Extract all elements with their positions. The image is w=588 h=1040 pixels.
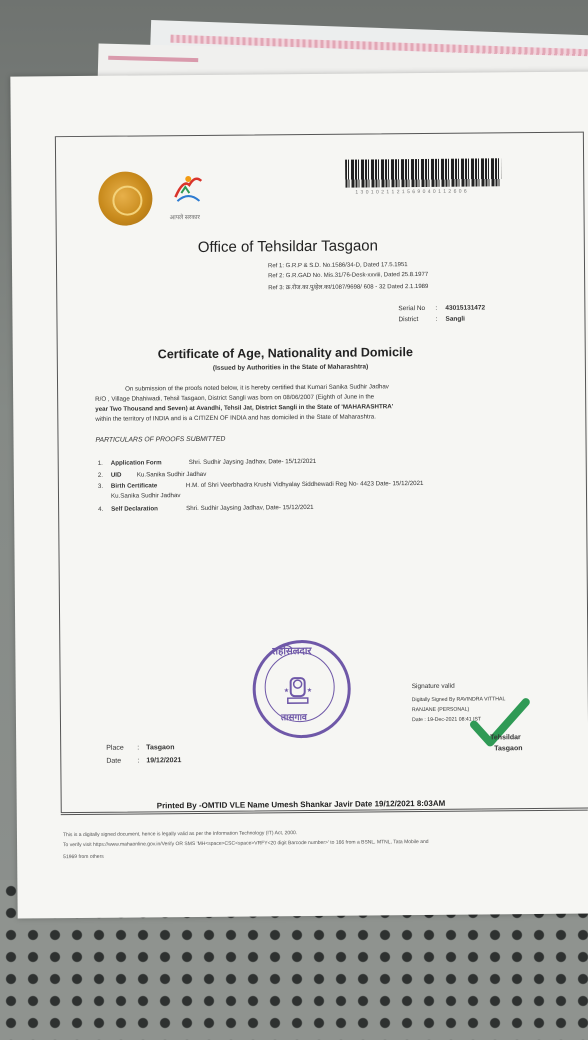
- signature-line: Date : 19-Dec-2021 08:41 IST: [411, 716, 482, 724]
- proofs-heading: PARTICULARS OF PROOFS SUBMITTED: [95, 435, 226, 444]
- body-line: year Two Thousand and Seven) at Avandhi, Tehsil Jat, District Sangli in the State of 'MAHARASHTRA': [95, 403, 394, 413]
- serial-value: 43015131472: [445, 304, 486, 312]
- signatory-place: Tasgaon: [494, 745, 523, 753]
- verification-note: This is a digitally signed document, hence is legally valid as per the Information Technology (IT) Act, 2000.: [62, 830, 298, 839]
- certificate-title: Certificate of Age, Nationality and Domicile: [157, 345, 413, 362]
- aaple-sarkar-logo-icon: [171, 171, 205, 207]
- svg-text:★: ★: [306, 687, 313, 695]
- verification-note: 51969 from others: [63, 853, 104, 861]
- place-label: Place: [106, 744, 124, 752]
- body-line: R/O , Village Dhahiwadi, Tehsil Tasgaon, District Sangli was born on 08/06/2007 (Eighth of June in the: [95, 393, 375, 403]
- stamp-top-text: तहसिलदार: [272, 645, 312, 658]
- stamp-bottom-text: तासगाव: [280, 712, 307, 723]
- signatory-designation: Tehsildar: [490, 734, 521, 742]
- proof-number: 3.: [97, 482, 104, 490]
- barcode: [345, 158, 501, 187]
- proof-detail: Shri. Sudhir Jaysing Jadhav, Date- 15/12/2021: [188, 457, 317, 467]
- certificate-subtitle: (Issued by Authorities in the State of Maharashtra): [212, 363, 369, 372]
- date-value: 19/12/2021: [146, 757, 182, 765]
- certificate-sheet: आपले सरकार 1 3 0 1 0 2 1 1 2 1 5 6 9 0 4 0 1 1 2 6 0 6 Office of Tehsildar Tasgaon Ref 1: G.R.P & S.D. No.1586/34-D, Dated 17.5.1951 Ref 2: G.R.GAD No. Mis.31/76-Desk-xxviii, Dated 25.8.1977 Ref 3: क्र.रोज.का.पु/हेल.का/1087/9698/ 608 - 32 Dated 2.1.1989 Serial No : 43015131472 District : Sangli Certificate of Age, Nationality and Domicile (Issued by Authorities in the State of Maharashtra) On submission of the proofs noted below, it is hereby certified that Kumari Sanika Sudhir Jadhav R/O , Village Dhahiwadi, Tehsil Tasgaon, District Sangli was born on 08/06/2007 (Eighth of June in the year Two Thousand and Seven) at Avandhi, Tehsil Jat, District Sangli in the State of 'MAHARASHTRA' within the territory of INDIA and is a CITIZEN OF INDIA and has domiciled in the State of Maharashtra. PARTICULARS OF PROOFS SUBMITTED 1. Application Form Shri. Sudhir Jaysing Jadhav, Date- 15/12/2021 2. UID Ku.Sanika Sudhir Jadhav 3. Birth Certificate H.M. of Shri Veerbhadra Krushi Vidhyalay Siddhewadi Reg No- 4423 Date- 15/12/2021 Ku.Sanika Sudhir Jadhav 4. Self Declaration Shri. Sudhir Jaysing Jadhav, Date- 15/12/2021 तहसिलदार ★ ★ तासगाव Signature valid Digitally Signed By RAVINDRA VITTHAL RANJANE (PERSONAL) Date : 19-Dec-2021 08:41 IST Tehsildar Tasgaon Place : Tasgaon Date : 19/12/2021 Printed By -OMTID VLE Name Umesh Shankar Javir Date 19/12/2021 8:03AM This is a digitally signed document, hence is legally valid as per the Information Technology (IT) Act, 2000. To verify visit https://www.mahaonline.gov.in/Verify OR SMS 'MH<space>CSC<space>VRFY<20 digit Barcode number>' to 166 from a BSNL, MTNL, Tata Mobile and 51969 from others: [10, 71, 588, 918]
- ref-line: Ref 3: क्र.रोज.का.पु/हेल.का/1087/9698/ 608 - 32 Dated 2.1.1989: [268, 283, 429, 292]
- proof-number: 2.: [97, 471, 104, 479]
- district-label: District: [398, 316, 419, 324]
- proof-name: Self Declaration: [111, 505, 158, 513]
- office-title: Office of Tehsildar Tasgaon: [197, 237, 379, 256]
- date-label: Date: [106, 757, 122, 765]
- ref-line: Ref 2: G.R.GAD No. Mis.31/76-Desk-xxviii, Dated 25.8.1977: [268, 271, 429, 280]
- seal-ring: [112, 185, 142, 215]
- signature-line: RANJANE (PERSONAL): [411, 706, 470, 714]
- serial-label: Serial No: [398, 304, 426, 313]
- ashoka-emblem-icon: [282, 672, 314, 708]
- proof-detail: Shri. Sudhir Jaysing Jadhav, Date- 15/12/2021: [186, 503, 314, 513]
- verification-note: To verify visit https://www.mahaonline.gov.in/Verify OR SMS 'MH<space>CSC<space>VRFY<20 digit Barcode number>' to 166 from a BSNL, MTNL, Tata Mobile and: [63, 838, 429, 849]
- body-line: within the territory of INDIA and is a CITIZEN OF INDIA and has domiciled in the State of Maharashtra.: [95, 413, 376, 423]
- place-value: Tasgaon: [146, 744, 175, 752]
- verified-check-icon: [468, 694, 532, 751]
- body-line: On submission of the proofs noted below, it is hereby certified that Kumari Sanika Sudhir Jadhav: [125, 383, 389, 393]
- logo-caption: आपले सरकार: [169, 214, 201, 222]
- svg-text:★: ★: [283, 688, 290, 695]
- signature-valid: Signature valid: [411, 682, 455, 691]
- proof-name: UID: [110, 471, 122, 479]
- proof-detail: Ku.Sanika Sudhir Jadhav: [110, 492, 181, 500]
- printed-by-line: Printed By -OMTID VLE Name Umesh Shankar Javir Date 19/12/2021 8:03AM: [156, 798, 446, 811]
- ref-line: Ref 1: G.R.P & S.D. No.1586/34-D, Dated 17.5.1951: [267, 262, 408, 270]
- signature-line: Digitally Signed By RAVINDRA VITTHAL: [411, 696, 506, 704]
- barcode-number: 1 3 0 1 0 2 1 1 2 1 5 6 9 0 4 0 1 1 2 6 0 6: [355, 188, 468, 196]
- proof-name: Birth Certificate: [110, 482, 158, 490]
- proof-detail: Ku.Sanika Sudhir Jadhav: [136, 470, 207, 479]
- proof-name: Application Form: [110, 459, 162, 467]
- district-value: Sangli: [445, 315, 466, 323]
- proof-number: 4.: [98, 505, 104, 513]
- proof-detail: H.M. of Shri Veerbhadra Krushi Vidhyalay Siddhewadi Reg No- 4423 Date- 15/12/2021: [185, 479, 424, 490]
- proof-number: 1.: [97, 459, 103, 467]
